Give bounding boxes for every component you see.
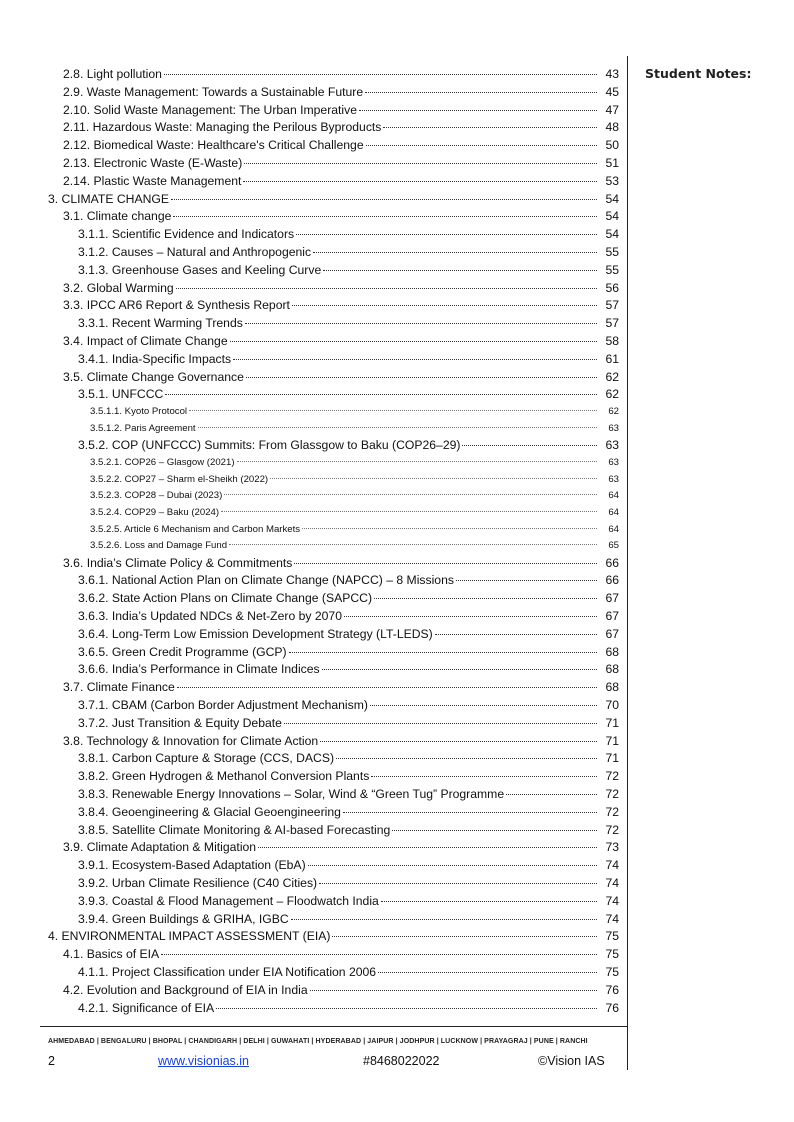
toc-entry-page: 54 bbox=[605, 209, 619, 224]
footer-divider bbox=[40, 1026, 627, 1027]
toc-entry-page: 66 bbox=[605, 555, 619, 570]
toc-entry-title: 3.3.1. Recent Warming Trends bbox=[78, 316, 243, 331]
toc-dot-leader bbox=[176, 288, 597, 289]
toc-dot-leader bbox=[366, 145, 597, 146]
toc-entry[interactable] bbox=[40, 472, 619, 489]
toc-entry-title: 4.2. Evolution and Background of EIA in India bbox=[63, 982, 308, 997]
toc-entry-title: 3.6.6. India’s Performance in Climate Indices bbox=[78, 662, 320, 677]
toc-entry-title: 3.9. Climate Adaptation & Mitigation bbox=[63, 840, 257, 855]
toc-entry[interactable] bbox=[40, 119, 619, 137]
toc-entry-title: 3.5.2.1. COP26 – Glasgow (2021) bbox=[90, 457, 235, 469]
toc-entry-page: 43 bbox=[605, 67, 619, 81]
toc-entry-title: 3.8. Technology & Innovation for Climate Action bbox=[63, 733, 319, 748]
toc-dot-leader bbox=[189, 410, 597, 411]
toc-entry[interactable] bbox=[40, 488, 619, 505]
toc-entry-page: 50 bbox=[605, 138, 619, 153]
toc-dot-leader bbox=[308, 865, 597, 866]
toc-dot-leader bbox=[320, 741, 597, 742]
toc-entry-page: 55 bbox=[605, 244, 619, 259]
toc-entry[interactable] bbox=[40, 173, 619, 191]
toc-dot-leader bbox=[322, 669, 597, 670]
toc-entry-title: 4.2.1. Significance of EIA bbox=[78, 1000, 215, 1015]
toc-entry-title: 3.6.1. National Action Plan on Climate Change (NAPCC) – 8 Missions bbox=[78, 573, 454, 588]
toc-entry[interactable] bbox=[40, 315, 619, 333]
toc-dot-leader bbox=[359, 110, 597, 111]
toc-entry[interactable] bbox=[40, 386, 619, 404]
toc-entry-title: 3.6.5. Green Credit Programme (GCP) bbox=[78, 644, 287, 659]
toc-entry-title: 2.10. Solid Waste Management: The Urban Imperative bbox=[63, 102, 358, 117]
toc-entry-page: 51 bbox=[605, 155, 619, 170]
toc-entry-page: 58 bbox=[605, 333, 619, 348]
toc-dot-leader bbox=[344, 616, 597, 617]
toc-entry[interactable] bbox=[40, 768, 619, 786]
toc-dot-leader bbox=[313, 252, 597, 253]
toc-entry-title: 3.9.2. Urban Climate Resilience (C40 Cities) bbox=[78, 876, 318, 891]
toc-entry[interactable] bbox=[40, 839, 619, 857]
toc-entry[interactable] bbox=[40, 590, 619, 608]
footer-phone: #8468022022 bbox=[363, 1054, 440, 1068]
toc-entry-page: 71 bbox=[605, 733, 619, 748]
toc-entry-page: 54 bbox=[605, 227, 619, 242]
toc-entry[interactable] bbox=[40, 404, 619, 421]
toc-entry[interactable] bbox=[40, 522, 619, 539]
toc-entry-page: 74 bbox=[605, 876, 619, 891]
toc-entry[interactable] bbox=[40, 333, 619, 351]
toc-dot-leader bbox=[224, 494, 597, 495]
toc-dot-leader bbox=[383, 127, 597, 128]
toc-entry-page: 45 bbox=[605, 84, 619, 99]
toc-entry[interactable] bbox=[40, 84, 619, 102]
toc-entry-title: 3.1.2. Causes – Natural and Anthropogenic bbox=[78, 244, 312, 259]
toc-entry[interactable] bbox=[40, 733, 619, 751]
toc-entry[interactable] bbox=[40, 750, 619, 768]
toc-dot-leader bbox=[310, 990, 597, 991]
toc-dot-leader bbox=[343, 812, 597, 813]
toc-entry[interactable] bbox=[40, 875, 619, 893]
toc-entry[interactable] bbox=[40, 964, 619, 982]
toc-entry-title: 3.9.4. Green Buildings & GRIHA, IGBC bbox=[78, 911, 289, 926]
toc-dot-leader bbox=[229, 544, 597, 545]
toc-dot-leader bbox=[216, 1008, 597, 1009]
toc-dot-leader bbox=[365, 92, 597, 93]
toc-dot-leader bbox=[198, 427, 597, 428]
toc-entry-title: 3.2. Global Warming bbox=[63, 280, 174, 295]
toc-dot-leader bbox=[270, 478, 597, 479]
toc-entry-page: 72 bbox=[605, 804, 619, 819]
toc-entry-page: 74 bbox=[605, 911, 619, 926]
toc-entry-title: 3.8.1. Carbon Capture & Storage (CCS, DACS) bbox=[78, 751, 335, 766]
table-of-contents bbox=[40, 66, 619, 1017]
toc-entry-page: 55 bbox=[605, 262, 619, 277]
toc-dot-leader bbox=[165, 394, 597, 395]
toc-dot-leader bbox=[302, 528, 597, 529]
toc-entry-title: 3.1.1. Scientific Evidence and Indicators bbox=[78, 227, 295, 242]
toc-entry[interactable] bbox=[40, 608, 619, 626]
toc-dot-leader bbox=[294, 563, 597, 564]
toc-entry[interactable] bbox=[40, 644, 619, 662]
toc-entry-title: 2.12. Biomedical Waste: Healthcare's Critical Challenge bbox=[63, 138, 364, 153]
toc-dot-leader bbox=[164, 74, 597, 75]
toc-entry-title: 3.7.2. Just Transition & Equity Debate bbox=[78, 715, 282, 730]
toc-dot-leader bbox=[221, 511, 597, 512]
toc-dot-leader bbox=[284, 723, 597, 724]
toc-entry-page: 64 bbox=[608, 523, 619, 535]
toc-entry-title: 3.3. IPCC AR6 Report & Synthesis Report bbox=[63, 298, 290, 313]
student-notes-label: Student Notes: bbox=[645, 66, 752, 81]
toc-entry[interactable] bbox=[40, 262, 619, 280]
toc-entry[interactable] bbox=[40, 661, 619, 679]
toc-entry[interactable] bbox=[40, 191, 619, 209]
footer-page-number: 2 bbox=[48, 1054, 55, 1068]
toc-entry-title: 3.5.2.2. COP27 – Sharm el-Sheikh (2022) bbox=[90, 473, 269, 485]
toc-dot-leader bbox=[161, 954, 597, 955]
toc-entry-title: 2.8. Light pollution bbox=[63, 67, 162, 81]
toc-entry-title: 2.11. Hazardous Waste: Managing the Perilous Byproducts bbox=[63, 120, 382, 135]
toc-dot-leader bbox=[456, 580, 597, 581]
toc-dot-leader bbox=[289, 652, 597, 653]
toc-entry-title: 3.5. Climate Change Governance bbox=[63, 369, 244, 384]
toc-entry[interactable] bbox=[40, 455, 619, 472]
toc-entry-title: 3.8.5. Satellite Climate Monitoring & AI-based Forecasting bbox=[78, 822, 391, 837]
toc-dot-leader bbox=[319, 883, 597, 884]
toc-entry-page: 75 bbox=[605, 965, 619, 980]
toc-dot-leader bbox=[245, 323, 597, 324]
toc-entry[interactable] bbox=[40, 857, 619, 875]
toc-dot-leader bbox=[177, 687, 597, 688]
notes-divider bbox=[627, 56, 628, 1070]
toc-dot-leader bbox=[435, 634, 597, 635]
toc-entry[interactable] bbox=[40, 369, 619, 387]
toc-entry-page: 71 bbox=[605, 715, 619, 730]
toc-entry-title: 3.1. Climate change bbox=[63, 209, 172, 224]
toc-entry[interactable] bbox=[40, 244, 619, 262]
toc-entry-title: 3.6.4. Long-Term Low Emission Development Strategy (LT-LEDS) bbox=[78, 626, 433, 641]
toc-entry-title: 3.5.2.5. Article 6 Mechanism and Carbon Markets bbox=[90, 523, 301, 535]
footer-cities: AHMEDABAD | BENGALURU | BHOPAL | CHANDIGARH | DELHI | GUWAHATI | HYDERABAD | JAIPUR | JODHPUR | LUCKNOW | PRAYAGRAJ | PUNE | RANCHI bbox=[48, 1038, 588, 1045]
toc-entry-page: 74 bbox=[605, 893, 619, 908]
toc-dot-leader bbox=[378, 972, 597, 973]
toc-entry[interactable] bbox=[40, 208, 619, 226]
toc-dot-leader bbox=[233, 359, 597, 360]
toc-entry-page: 63 bbox=[608, 422, 619, 434]
toc-entry-title: 3. CLIMATE CHANGE bbox=[48, 191, 169, 206]
toc-entry-page: 64 bbox=[608, 490, 619, 502]
toc-dot-leader bbox=[246, 377, 597, 378]
toc-entry[interactable] bbox=[40, 155, 619, 173]
toc-entry-title: 4. ENVIRONMENTAL IMPACT ASSESSMENT (EIA) bbox=[48, 929, 331, 944]
toc-entry-title: 3.7. Climate Finance bbox=[63, 680, 175, 695]
toc-entry[interactable] bbox=[40, 946, 619, 964]
toc-entry[interactable] bbox=[40, 572, 619, 590]
toc-dot-leader bbox=[336, 758, 597, 759]
toc-dot-leader bbox=[171, 199, 597, 200]
toc-entry-page: 61 bbox=[605, 351, 619, 366]
toc-entry[interactable] bbox=[40, 697, 619, 715]
toc-entry-page: 74 bbox=[605, 858, 619, 873]
toc-entry[interactable] bbox=[40, 822, 619, 840]
toc-dot-leader bbox=[230, 341, 597, 342]
toc-dot-leader bbox=[173, 216, 597, 217]
toc-dot-leader bbox=[392, 830, 597, 831]
toc-entry[interactable] bbox=[40, 786, 619, 804]
toc-entry-title: 3.1.3. Greenhouse Gases and Keeling Curve bbox=[78, 262, 322, 277]
toc-entry[interactable] bbox=[40, 421, 619, 438]
toc-entry[interactable] bbox=[40, 804, 619, 822]
toc-entry-title: 3.5.1. UNFCCC bbox=[78, 387, 164, 402]
toc-entry[interactable] bbox=[40, 982, 619, 1000]
toc-entry-title: 3.5.2.3. COP28 – Dubai (2023) bbox=[90, 490, 223, 502]
toc-dot-leader bbox=[506, 794, 597, 795]
toc-entry-title: 3.5.1.1. Kyoto Protocol bbox=[90, 406, 188, 418]
toc-entry-page: 53 bbox=[605, 173, 619, 188]
toc-entry-page: 66 bbox=[605, 573, 619, 588]
toc-entry-title: 3.6. India’s Climate Policy & Commitments bbox=[63, 555, 293, 570]
toc-entry-page: 65 bbox=[608, 540, 619, 552]
toc-dot-leader bbox=[374, 598, 597, 599]
toc-entry-page: 76 bbox=[605, 982, 619, 997]
toc-entry-page: 63 bbox=[608, 457, 619, 469]
toc-entry-title: 3.8.3. Renewable Energy Innovations – Solar, Wind & “Green Tug” Programme bbox=[78, 787, 505, 802]
toc-entry-title: 3.6.3. India’s Updated NDCs & Net-Zero by 2070 bbox=[78, 609, 342, 624]
footer-copyright: ©Vision IAS bbox=[538, 1054, 605, 1068]
toc-entry-title: 3.4. Impact of Climate Change bbox=[63, 333, 228, 348]
toc-dot-leader bbox=[332, 936, 597, 937]
toc-entry-title: 2.13. Electronic Waste (E-Waste) bbox=[63, 155, 243, 170]
toc-entry[interactable] bbox=[40, 1000, 619, 1018]
toc-entry[interactable] bbox=[40, 137, 619, 155]
toc-dot-leader bbox=[237, 461, 597, 462]
toc-dot-leader bbox=[292, 305, 597, 306]
footer-website-link[interactable]: www.visionias.in bbox=[158, 1054, 250, 1068]
toc-entry-title: 4.1. Basics of EIA bbox=[63, 947, 160, 962]
toc-entry[interactable] bbox=[40, 679, 619, 697]
toc-entry[interactable] bbox=[40, 437, 619, 455]
toc-entry[interactable] bbox=[40, 226, 619, 244]
toc-entry-title: 4.1.1. Project Classification under EIA Notification 2006 bbox=[78, 965, 377, 980]
toc-entry-title: 3.4.1. India-Specific Impacts bbox=[78, 351, 232, 366]
toc-entry-page: 57 bbox=[605, 298, 619, 313]
toc-entry-page: 73 bbox=[605, 840, 619, 855]
toc-entry[interactable] bbox=[40, 538, 619, 555]
toc-dot-leader bbox=[244, 163, 597, 164]
toc-entry-title: 3.7.1. CBAM (Carbon Border Adjustment Mechanism) bbox=[78, 698, 368, 713]
toc-entry-page: 71 bbox=[605, 751, 619, 766]
toc-entry-page: 75 bbox=[605, 929, 619, 944]
toc-entry-page: 47 bbox=[605, 102, 619, 117]
toc-dot-leader bbox=[381, 901, 597, 902]
toc-entry-page: 62 bbox=[605, 387, 619, 402]
toc-dot-leader bbox=[323, 270, 597, 271]
toc-entry-page: 63 bbox=[605, 438, 619, 453]
toc-entry-title: 2.14. Plastic Waste Management bbox=[63, 173, 242, 188]
toc-entry-page: 56 bbox=[605, 280, 619, 295]
toc-entry-page: 62 bbox=[605, 369, 619, 384]
toc-dot-leader bbox=[258, 847, 597, 848]
toc-entry-page: 67 bbox=[605, 609, 619, 624]
toc-dot-leader bbox=[462, 445, 597, 446]
toc-entry-page: 63 bbox=[608, 473, 619, 485]
toc-entry[interactable] bbox=[40, 505, 619, 522]
toc-entry-page: 76 bbox=[605, 1000, 619, 1015]
toc-entry-page: 54 bbox=[605, 191, 619, 206]
toc-entry-page: 67 bbox=[605, 626, 619, 641]
toc-entry[interactable] bbox=[40, 280, 619, 298]
toc-entry-title: 3.5.1.2. Paris Agreement bbox=[90, 422, 196, 434]
toc-entry-title: 3.9.3. Coastal & Flood Management – Floodwatch India bbox=[78, 893, 379, 908]
toc-dot-leader bbox=[296, 234, 597, 235]
toc-entry-title: 3.5.2.4. COP29 – Baku (2024) bbox=[90, 506, 220, 518]
toc-dot-leader bbox=[371, 776, 597, 777]
toc-entry[interactable] bbox=[40, 351, 619, 369]
toc-entry-title: 3.5.2. COP (UNFCCC) Summits: From Glassgow to Baku (COP26–29) bbox=[78, 438, 461, 453]
toc-dot-leader bbox=[243, 181, 597, 182]
toc-entry-page: 68 bbox=[605, 644, 619, 659]
toc-entry[interactable] bbox=[40, 555, 619, 573]
toc-entry[interactable] bbox=[40, 66, 619, 84]
toc-entry-title: 3.8.4. Geoengineering & Glacial Geoengineering bbox=[78, 804, 341, 819]
toc-entry[interactable] bbox=[40, 911, 619, 929]
toc-entry[interactable] bbox=[40, 297, 619, 315]
toc-entry-page: 72 bbox=[605, 769, 619, 784]
toc-entry-page: 57 bbox=[605, 316, 619, 331]
toc-entry-page: 67 bbox=[605, 591, 619, 606]
toc-entry[interactable] bbox=[40, 893, 619, 911]
toc-entry[interactable] bbox=[40, 102, 619, 120]
toc-entry-title: 3.8.2. Green Hydrogen & Methanol Conversion Plants bbox=[78, 769, 370, 784]
toc-dot-leader bbox=[370, 705, 597, 706]
toc-entry-page: 72 bbox=[605, 822, 619, 837]
toc-entry[interactable] bbox=[40, 715, 619, 733]
toc-entry-page: 62 bbox=[608, 406, 619, 418]
toc-entry-title: 2.9. Waste Management: Towards a Sustainable Future bbox=[63, 84, 364, 99]
toc-entry[interactable] bbox=[40, 626, 619, 644]
toc-entry-page: 68 bbox=[605, 680, 619, 695]
toc-entry-title: 3.6.2. State Action Plans on Climate Change (SAPCC) bbox=[78, 591, 373, 606]
toc-entry-page: 48 bbox=[605, 120, 619, 135]
toc-entry-title: 3.9.1. Ecosystem-Based Adaptation (EbA) bbox=[78, 858, 306, 873]
toc-entry-page: 72 bbox=[605, 787, 619, 802]
toc-dot-leader bbox=[291, 919, 597, 920]
toc-entry-page: 64 bbox=[608, 506, 619, 518]
toc-entry-page: 68 bbox=[605, 662, 619, 677]
toc-entry-page: 70 bbox=[605, 698, 619, 713]
toc-entry-page: 75 bbox=[605, 947, 619, 962]
toc-entry-title: 3.5.2.6. Loss and Damage Fund bbox=[90, 540, 228, 552]
toc-entry[interactable] bbox=[40, 928, 619, 946]
